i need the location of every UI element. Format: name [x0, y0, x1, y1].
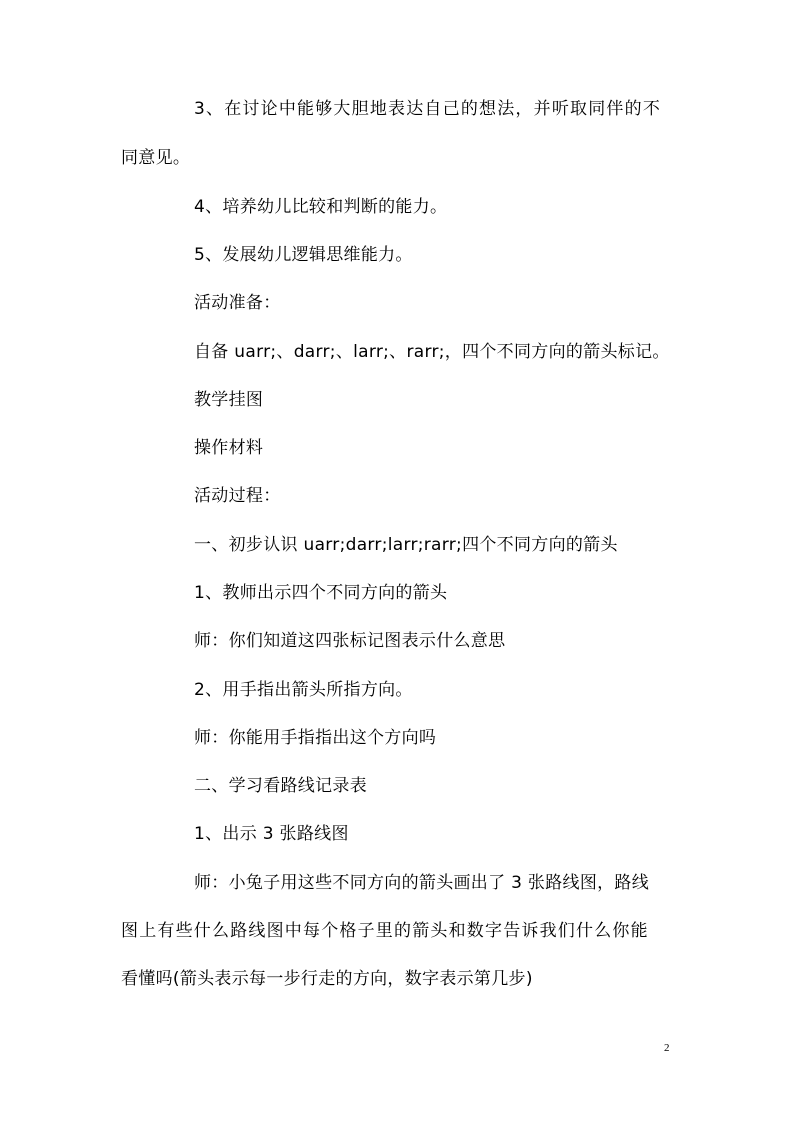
paragraph-operation-materials: 操作材料 [194, 438, 264, 458]
paragraph-teacher-route-line-3: 看懂吗(箭头表示每一步行走的方向，数字表示第几步) [121, 969, 533, 989]
paragraph-goal-3: 3、在讨论中能够大胆地表达自己的想法，并听取同伴的不 [194, 99, 662, 119]
paragraph-step-2: 2、用手指出箭头所指方向。 [194, 680, 413, 700]
heading-activity-preparation: 活动准备： [194, 293, 281, 313]
section-one-heading: 一、初步认识 uarr;darr;larr;rarr;四个不同方向的箭头 [194, 535, 618, 555]
paragraph-teaching-chart: 教学挂图 [194, 390, 264, 410]
page-number: 2 [664, 1042, 670, 1054]
paragraph-teacher-question-2: 师：你能用手指指出这个方向吗 [194, 728, 437, 748]
paragraph-teacher-question-1: 师：你们知道这四张标记图表示什么意思 [194, 631, 506, 651]
paragraph-step-1: 1、教师出示四个不同方向的箭头 [194, 583, 448, 603]
paragraph-preparation-arrows: 自备 uarr;、darr;、larr;、rarr;，四个不同方向的箭头标记。 [194, 342, 670, 362]
paragraph-goal-4: 4、培养幼儿比较和判断的能力。 [194, 197, 448, 217]
section-two-heading: 二、学习看路线记录表 [194, 776, 367, 796]
heading-activity-process: 活动过程： [194, 486, 281, 506]
paragraph-teacher-route-line-1: 师：小兔子用这些不同方向的箭头画出了 3 张路线图，路线 [194, 873, 650, 893]
paragraph-teacher-route-line-2: 图上有些什么路线图中每个格子里的箭头和数字告诉我们什么你能 [121, 921, 649, 941]
paragraph-goal-5: 5、发展幼儿逻辑思维能力。 [194, 245, 413, 265]
paragraph-show-route-maps: 1、出示 3 张路线图 [194, 824, 349, 844]
paragraph-goal-3-continued: 同意见。 [121, 148, 191, 168]
